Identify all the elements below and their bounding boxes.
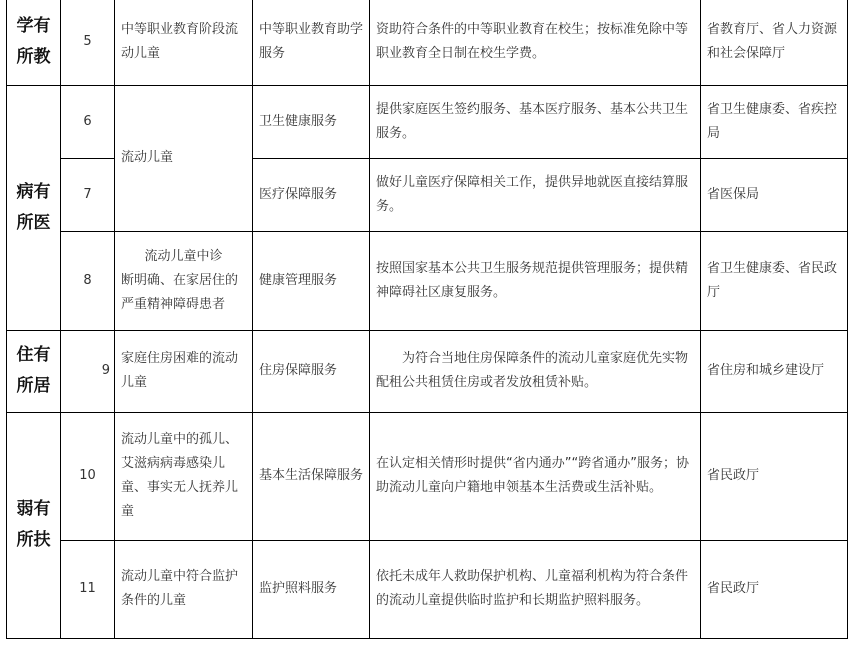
service-name: 基本生活保障服务 (253, 412, 370, 540)
target-group: 流动儿童 (115, 85, 253, 231)
category-label-line1: 病有 (16, 181, 51, 202)
category-cell (7, 0, 61, 85)
table-row (7, 0, 848, 85)
row-number: 10 (61, 412, 115, 540)
category-label-line1: 住有 (16, 345, 51, 365)
responsible-dept: 省卫生健康委、省民政厅 (701, 231, 848, 330)
responsible-dept: 省民政厅 (701, 412, 848, 540)
responsible-dept: 省住房和城乡建设厅 (701, 330, 848, 412)
category-cell (7, 330, 61, 412)
table-row (7, 330, 848, 412)
service-name: 卫生健康服务 (253, 85, 370, 158)
service-name: 住房保障服务 (253, 330, 370, 412)
table-row (7, 85, 848, 158)
responsible-dept: 省医保局 (701, 158, 848, 231)
row-number: 11 (61, 540, 115, 638)
responsible-dept: 省教育厅、省人力资源和社会保障厅 (701, 0, 848, 85)
service-content: 做好儿童医疗保障相关工作，提供异地就医直接结算服务。 (370, 158, 701, 231)
service-content: 提供家庭医生签约服务、基本医疗服务、基本公共卫生服务。 (370, 85, 701, 158)
row-number: 9 (61, 330, 115, 412)
services-table (6, 0, 848, 639)
target-group: 流动儿童中的孤儿、艾滋病病毒感染儿童、事实无人抚养儿童 (115, 412, 253, 540)
table-row (7, 231, 848, 330)
row-number: 7 (61, 158, 115, 231)
responsible-dept: 省民政厅 (701, 540, 848, 638)
target-group: 流动儿童中符合监护条件的儿童 (115, 540, 253, 638)
service-name: 中等职业教育助学服务 (253, 0, 370, 85)
category-label-line2: 所医 (16, 212, 51, 233)
service-name: 监护照料服务 (253, 540, 370, 638)
row-number: 5 (61, 0, 115, 85)
category-label-line2: 所扶 (16, 530, 51, 550)
category-label-line2: 所教 (16, 47, 51, 68)
responsible-dept: 省卫生健康委、省疾控局 (701, 85, 848, 158)
service-content: 为符合当地住房保障条件的流动儿童家庭优先实物配租公共租赁住房或者发放租赁补贴。 (370, 330, 701, 412)
target-group-line1: 流动儿童中诊 (144, 248, 223, 264)
service-name: 健康管理服务 (253, 231, 370, 330)
category-label-line2: 所居 (16, 376, 51, 396)
table-row (7, 412, 848, 540)
service-content: 资助符合条件的中等职业教育在校生；按标准免除中等职业教育全日制在校生学费。 (370, 0, 701, 85)
service-content: 依托未成年人救助保护机构、儿童福利机构为符合条件的流动儿童提供临时监护和长期监护照料服务。 (370, 540, 701, 638)
service-name: 医疗保障服务 (253, 158, 370, 231)
target-group-rest: 断明确、在家居住的严重精神障碍患者 (121, 272, 239, 312)
service-content: 在认定相关情形时提供“省内通办”“跨省通办”服务；协助流动儿童向户籍地申领基本生活费或生活补贴。 (370, 412, 701, 540)
category-cell (7, 85, 61, 330)
category-cell (7, 412, 61, 638)
table-row (7, 540, 848, 638)
target-group: 中等职业教育阶段流动儿童 (115, 0, 253, 85)
category-label-line1: 弱有 (16, 499, 51, 519)
target-group: 家庭住房困难的流动儿童 (115, 330, 253, 412)
row-number: 8 (61, 231, 115, 330)
service-content: 按照国家基本公共卫生服务规范提供管理服务；提供精神障碍社区康复服务。 (370, 231, 701, 330)
target-group (115, 231, 253, 330)
row-number: 6 (61, 85, 115, 158)
category-label-line1: 学有 (16, 16, 51, 37)
